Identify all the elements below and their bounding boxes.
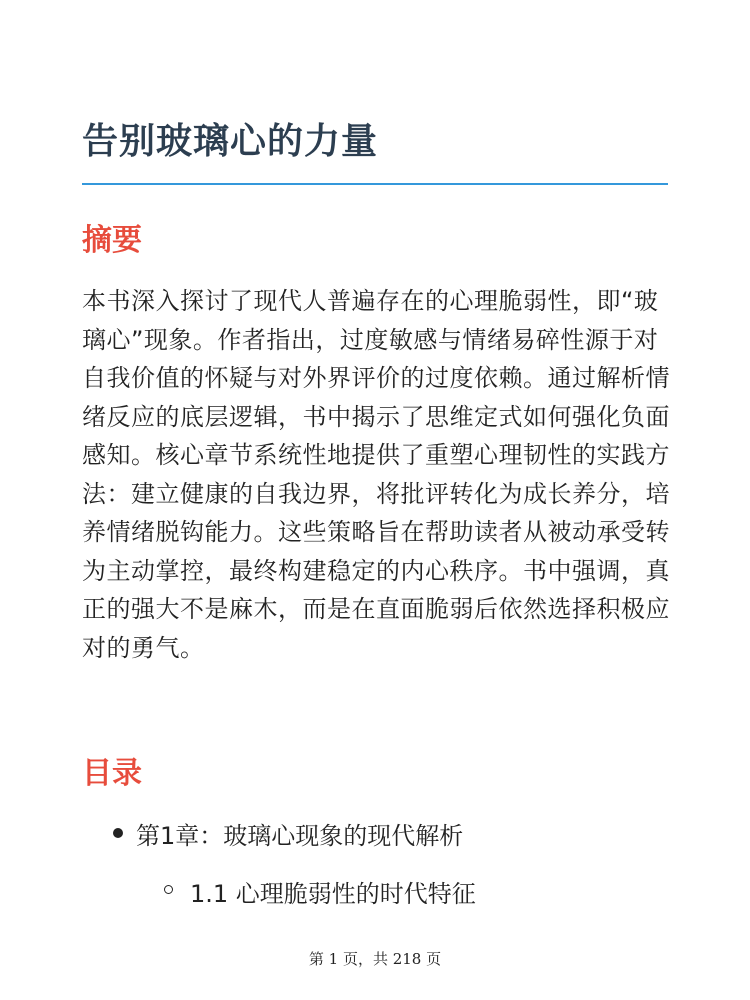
toc-item-section-1-1[interactable]: 1.1 心理脆弱性的时代特征 bbox=[190, 880, 476, 908]
circle-bullet-icon bbox=[164, 885, 173, 894]
toc-heading: 目录 bbox=[82, 756, 142, 791]
title-divider bbox=[82, 183, 668, 185]
toc-item-chapter-1[interactable]: 第1章：玻璃心现象的现代解析 bbox=[136, 822, 464, 850]
disc-bullet-icon bbox=[113, 828, 123, 838]
summary-paragraph: 本书深入探讨了现代人普遍存在的心理脆弱性，即“玻璃心”现象。作者指出，过度敏感与情绪易碎性源于对自我价值的怀疑与对外界评价的过度依赖。通过解析情绪反应的底层逻辑，书中揭示了思维定式如何强化负面感知。核心章节系统性地提供了重塑心理韧性的实践方法：建立健康的自我边界，将批评转化为成长养分，培养情绪脱钩能力。这些策略旨在帮助读者从被动承受转为主动掌控，最终构建稳定的内心秩序。书中强调，真正的强大不是麻木，而是在直面脆弱后依然选择积极应对的勇气。 bbox=[82, 287, 670, 662]
page-number-footer: 第 1 页，共 218 页 bbox=[308, 950, 442, 968]
document-title: 告别玻璃心的力量 bbox=[82, 121, 379, 162]
summary-heading: 摘要 bbox=[82, 223, 142, 258]
